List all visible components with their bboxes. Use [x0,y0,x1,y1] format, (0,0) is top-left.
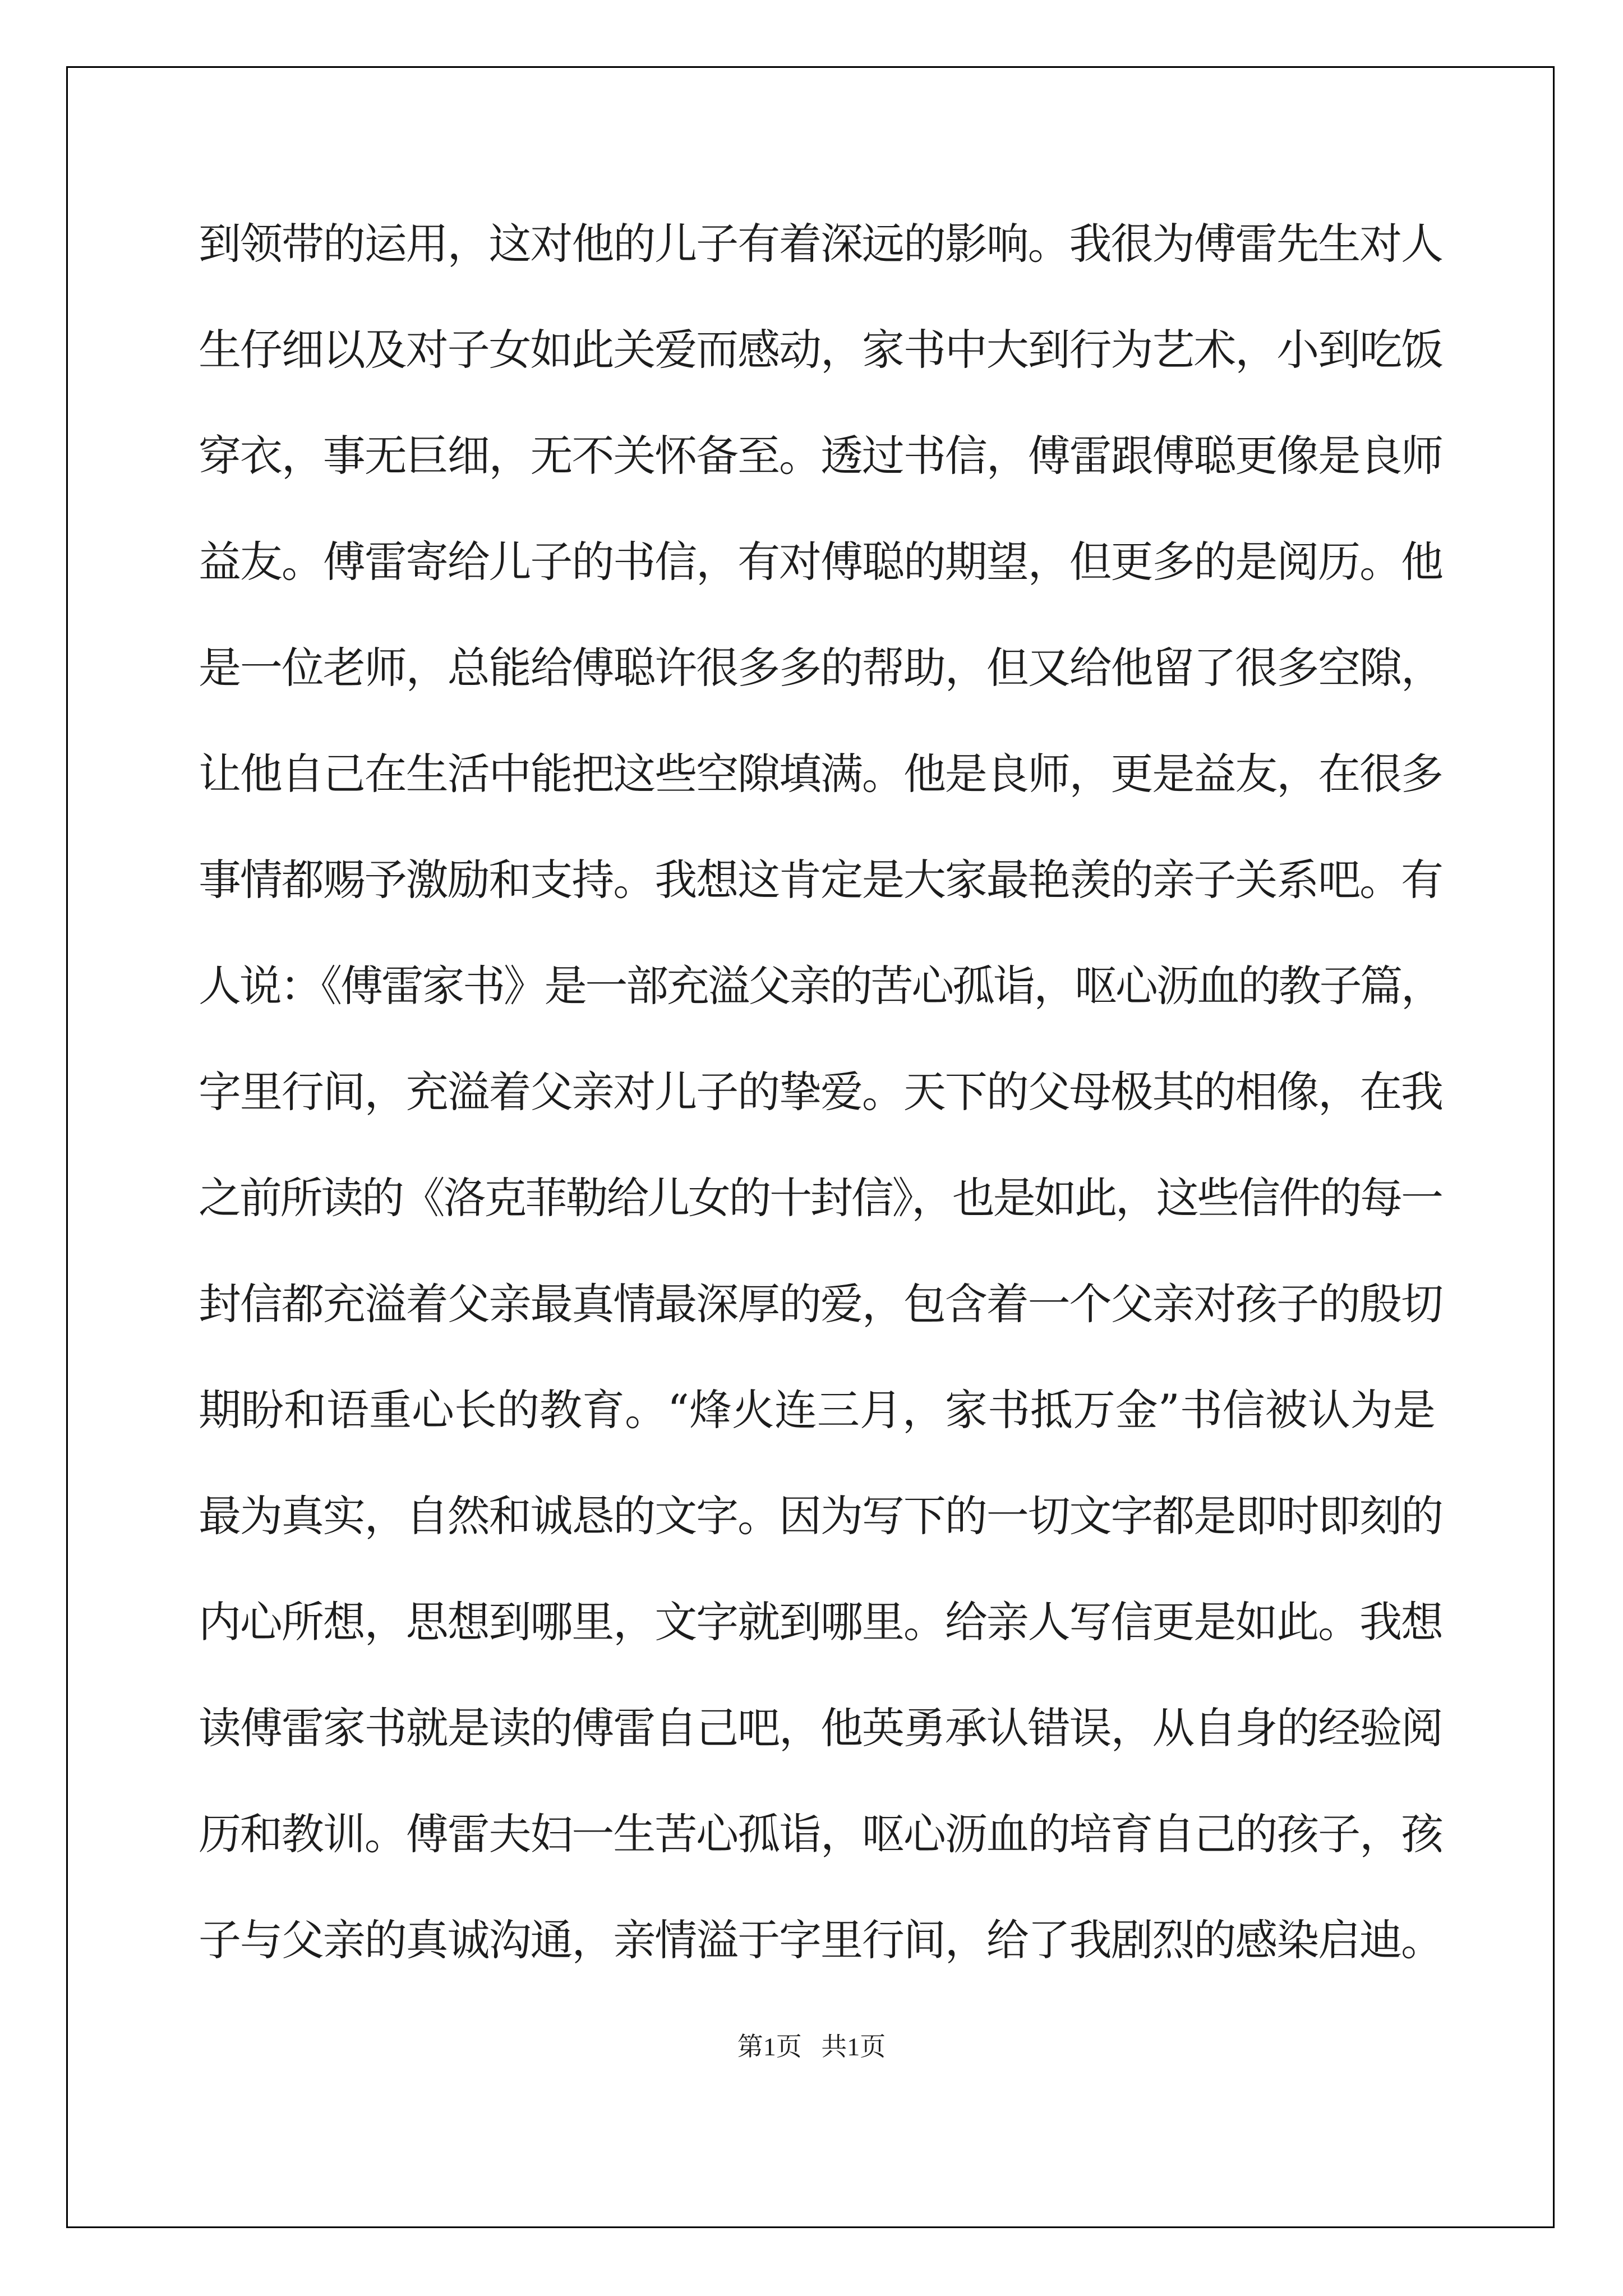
text-line: 事情都赐予激励和支持。我想这肯定是大家最艳羡的亲子关系吧。有 [199,855,1442,905]
text-line: 读傅雷家书就是读的傅雷自己吧，他英勇承认错误，从自身的经验阅 [199,1703,1442,1753]
text-line: 历和教训。傅雷夫妇一生苦心孤诣，呕心沥血的培育自己的孩子，孩 [199,1809,1442,1859]
body-text [199,213,1444,2016]
text-line: 最为真实，自然和诚恳的文字。因为写下的一切文字都是即时即刻的 [199,1491,1442,1541]
text-line: 封信都充溢着父亲最真情最深厚的爱，包含着一个父亲对孩子的殷切 [199,1279,1442,1329]
text-line: 生仔细以及对子女如此关爱而感动，家书中大到行为艺术，小到吃饭 [199,325,1442,375]
text-line: 益友。傅雷寄给儿子的书信，有对傅聪的期望，但更多的是阅历。他 [199,537,1442,587]
text-line: 期盼和语重心长的教育。“烽火连三月，家书抵万金”书信被认为是 [199,1385,1436,1435]
text-line: 人说：《傅雷家书》是一部充溢父亲的苦心孤诣，呕心沥血的教子篇， [199,961,1442,1011]
text-line: 字里行间，充溢着父亲对儿子的挚爱。天下的父母极其的相像，在我 [199,1067,1442,1117]
page-number-footer: 第1页 共1页 [737,2032,886,2061]
text-line: 到领带的运用，这对他的儿子有着深远的影响。我很为傅雷先生对人 [199,219,1442,269]
text-line: 内心所想，思想到哪里，文字就到哪里。给亲人写信更是如此。我想 [199,1597,1442,1647]
text-line: 穿衣，事无巨细，无不关怀备至。透过书信，傅雷跟傅聪更像是良师 [199,431,1442,481]
text-line: 子与父亲的真诚沟通，亲情溢于字里行间，给了我剧烈的感染启迪。 [199,1915,1442,1965]
text-line: 让他自己在生活中能把这些空隙填满。他是良师，更是益友，在很多 [199,749,1442,799]
text-line: 是一位老师，总能给傅聪许很多多的帮助，但又给他留了很多空隙， [199,643,1442,693]
text-line: 之前所读的《洛克菲勒给儿女的十封信》，也是如此，这些信件的每一 [199,1173,1442,1223]
